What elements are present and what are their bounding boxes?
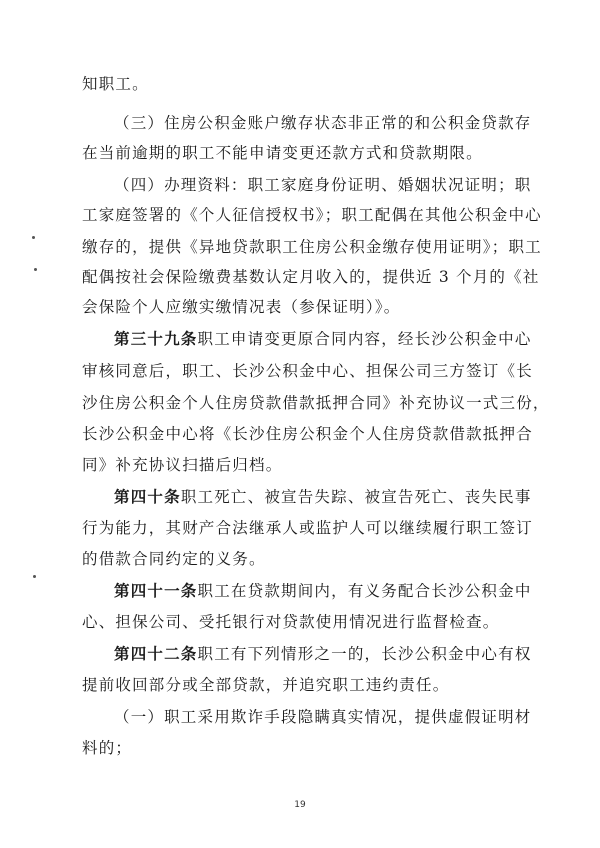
text-line: （四）办理资料：职工家庭身份证明、婚姻状况证明；职 — [114, 176, 532, 194]
article-heading: 第四十条 — [114, 487, 181, 506]
article-heading: 第三十九条 — [114, 329, 198, 348]
text-line: 心、担保公司、受托银行对贷款使用情况进行监督检查。 — [82, 613, 500, 631]
text-line: 知职工。 — [82, 75, 149, 93]
scan-speck — [34, 268, 37, 271]
text-line: 沙住房公积金个人住房贷款借款抵押合同》补充协议一式三份， — [82, 394, 550, 412]
text-line: 提前收回部分或全部贷款，并追究职工违约责任。 — [82, 676, 450, 694]
article-42: 第四十二条职工有下列情形之一的，长沙公积金中心有权 — [114, 644, 532, 663]
text-line: （三）住房公积金账户缴存状态非正常的和公积金贷款存 — [114, 114, 532, 132]
text-line: 长沙公积金中心将《长沙住房公积金个人住房贷款借款抵押合 — [82, 425, 533, 443]
text-line: 在当前逾期的职工不能申请变更还款方式和贷款期限。 — [82, 144, 483, 162]
text-line: （一）职工采用欺诈手段隐瞒真实情况，提供虚假证明材 — [114, 708, 532, 726]
text-line: 工家庭签署的《个人征信授权书》；职工配偶在其他公积金中心 — [82, 206, 542, 224]
text-line: 料的； — [82, 739, 133, 757]
article-40: 第四十条职工死亡、被宣告失踪、被宣告死亡、丧失民事 — [114, 487, 532, 506]
text-line: 审核同意后，职工、长沙公积金中心、担保公司三方签订《长 — [82, 362, 533, 380]
scan-speck — [33, 575, 36, 578]
article-heading: 第四十二条 — [114, 644, 198, 663]
page-number: 19 — [294, 800, 306, 810]
article-heading: 第四十一条 — [114, 581, 198, 600]
text-line: 缴存的，提供《异地贷款职工住房公积金缴存使用证明》；职工 — [82, 238, 542, 256]
text-line: 的借款合同约定的义务。 — [82, 550, 266, 568]
article-39: 第三十九条职工申请变更原合同内容，经长沙公积金中心 — [114, 329, 532, 348]
text-line: 同》补充协议扫描后归档。 — [82, 456, 283, 474]
text-line: 配偶按社会保险缴费基数认定月收入的，提供近 3 个月的《社 — [82, 268, 540, 286]
article-41: 第四十一条职工在贷款期间内，有义务配合长沙公积金中 — [114, 581, 532, 600]
text-line: 行为能力，其财产合法继承人或监护人可以继续履行职工签订 — [82, 519, 533, 537]
text-line: 会保险个人应缴实缴情况表（参保证明）》。 — [82, 298, 401, 316]
scan-speck — [32, 236, 35, 239]
